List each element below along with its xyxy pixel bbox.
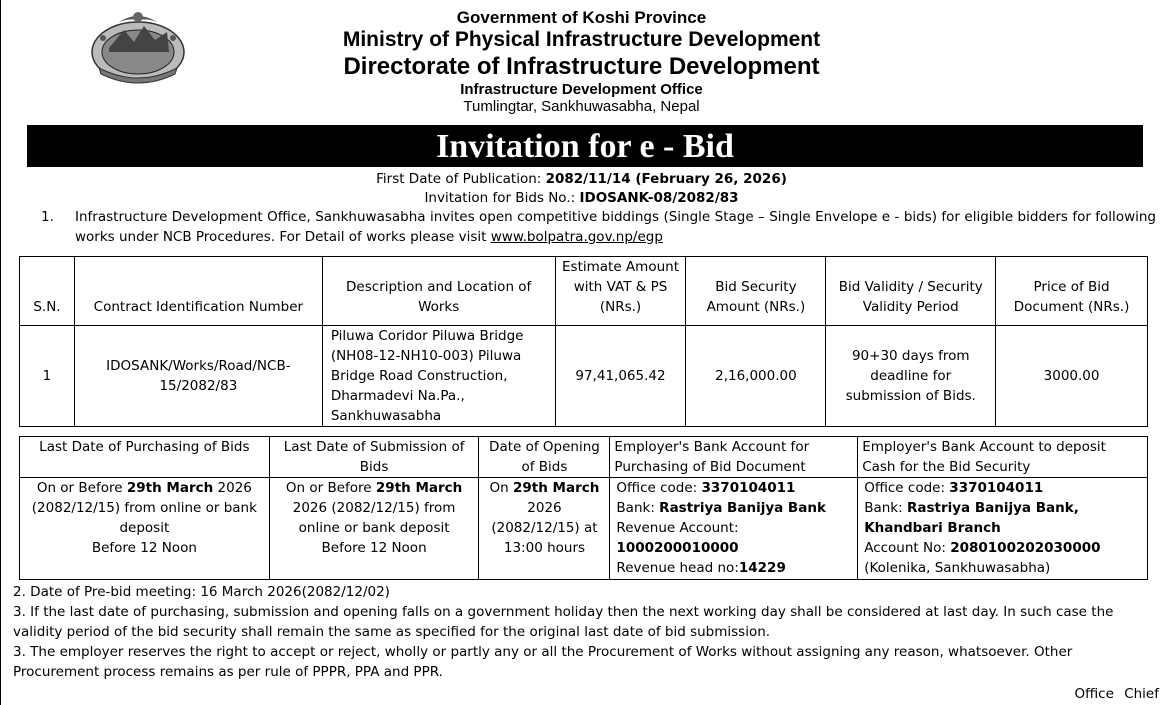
col-sn: S.N. [20, 257, 75, 326]
notes-list [13, 582, 1158, 682]
ministry-title: Ministry of Physical Infrastructure Development [342, 28, 821, 51]
signature: Office Chief [1074, 686, 1159, 702]
cell-submission-date: On or Before 29th March 2026 (2082/12/15) from online or bank deposit Before 12 Noon [269, 478, 479, 580]
cell-security-bank: Office code: 3370104011 Bank: Rastriya Banijya Bank, Khandbari Branch Account No: 2080100202030000 (Kolenika, Sankhuwasabha) [858, 478, 1148, 580]
col-contract-id: Contract Identification Number [74, 257, 322, 326]
table-row [20, 326, 1148, 427]
col-price: Price of Bid Document (NRs.) [996, 257, 1148, 326]
intro-number: 1. [41, 209, 54, 225]
col-purchase-bank: Employer's Bank Account for Purchasing of Bid Document [610, 437, 858, 478]
col-opening-date: Date of Opening of Bids [479, 437, 610, 478]
cell-estimate: 97,41,065.42 [555, 326, 686, 427]
intro-paragraph [41, 207, 1156, 247]
office-title: Infrastructure Development Office [460, 81, 703, 98]
directorate-title: Directorate of Infrastructure Development [343, 53, 820, 80]
note-rights: 3. The employer reserves the right to accept or reject, wholly or partly any or all the Procurement of Works without assigning any reason, whatsoever. Other Procurement process remains as per rule of PPPR, PPA and PPR. [13, 644, 1073, 680]
col-submission-date: Last Date of Submission of Bids [269, 437, 479, 478]
cell-purchase-bank: Office code: 3370104011 Bank: Rastriya Banijya Bank Revenue Account: 1000200010000 Revenue head no:14229 [610, 478, 858, 580]
dates-table [19, 436, 1148, 580]
table-row [20, 478, 1148, 580]
works-header-row [20, 257, 1148, 326]
works-table [19, 256, 1148, 427]
ifb-number: Invitation for Bids No.: IDOSANK-08/2082/83 [424, 190, 739, 206]
col-estimate: Estimate Amount with VAT & PS (NRs.) [555, 257, 686, 326]
cell-contract-id: IDOSANK/Works/Road/NCB-15/2082/83 [74, 326, 322, 427]
notice-banner: Invitation for e - Bid [27, 125, 1143, 167]
cell-bid-security: 2,16,000.00 [686, 326, 826, 427]
col-validity: Bid Validity / Security Validity Period [826, 257, 996, 326]
cell-sn: 1 [20, 326, 75, 427]
publication-date: First Date of Publication: 2082/11/14 (February 26, 2026) [376, 171, 787, 187]
publication-meta [1, 170, 1161, 208]
cell-purchase-date: On or Before 29th March 2026 (2082/12/15) from online or bank deposit Before 12 Noon [20, 478, 270, 580]
intro-text: Infrastructure Development Office, Sankhuwasabha invites open competitive biddings (Single Stage – Single Envelope e - bids) for eligible bidders for following works under NCB Procedures. For Detail of works please visit [75, 209, 1156, 245]
cell-price: 3000.00 [996, 326, 1148, 427]
col-description: Description and Location of Works [322, 257, 555, 326]
col-bid-security: Bid Security Amount (NRs.) [686, 257, 826, 326]
cell-opening-date: On 29th March 2026 (2082/12/15) at 13:00 hours [479, 478, 610, 580]
egp-link[interactable]: www.bolpatra.gov.np/egp [490, 229, 663, 245]
government-title: Government of Koshi Province [456, 8, 707, 27]
cell-validity: 90+30 days from deadline for submission of Bids. [826, 326, 996, 427]
note-prebid: 2. Date of Pre-bid meeting: 16 March 2026(2082/12/02) [13, 584, 390, 600]
office-address: Tumlingtar, Sankhuwasabha, Nepal [463, 98, 700, 115]
letterhead [1, 8, 1161, 115]
dates-header-row [20, 437, 1148, 478]
cell-description: Piluwa Coridor Piluwa Bridge (NH08-12-NH10-003) Piluwa Bridge Road Construction, Dharmadevi Na.Pa., Sankhuwasabha [322, 326, 555, 427]
col-purchase-date: Last Date of Purchasing of Bids [20, 437, 270, 478]
note-holiday: 3. If the last date of purchasing, submission and opening falls on a government holiday then the next working day shall be considered at last day. In such case the validity period of the bid security shall remain the same as specified for the original last date of bid submission. [13, 604, 1114, 640]
col-security-bank: Employer's Bank Account to deposit Cash for the Bid Security [858, 437, 1148, 478]
